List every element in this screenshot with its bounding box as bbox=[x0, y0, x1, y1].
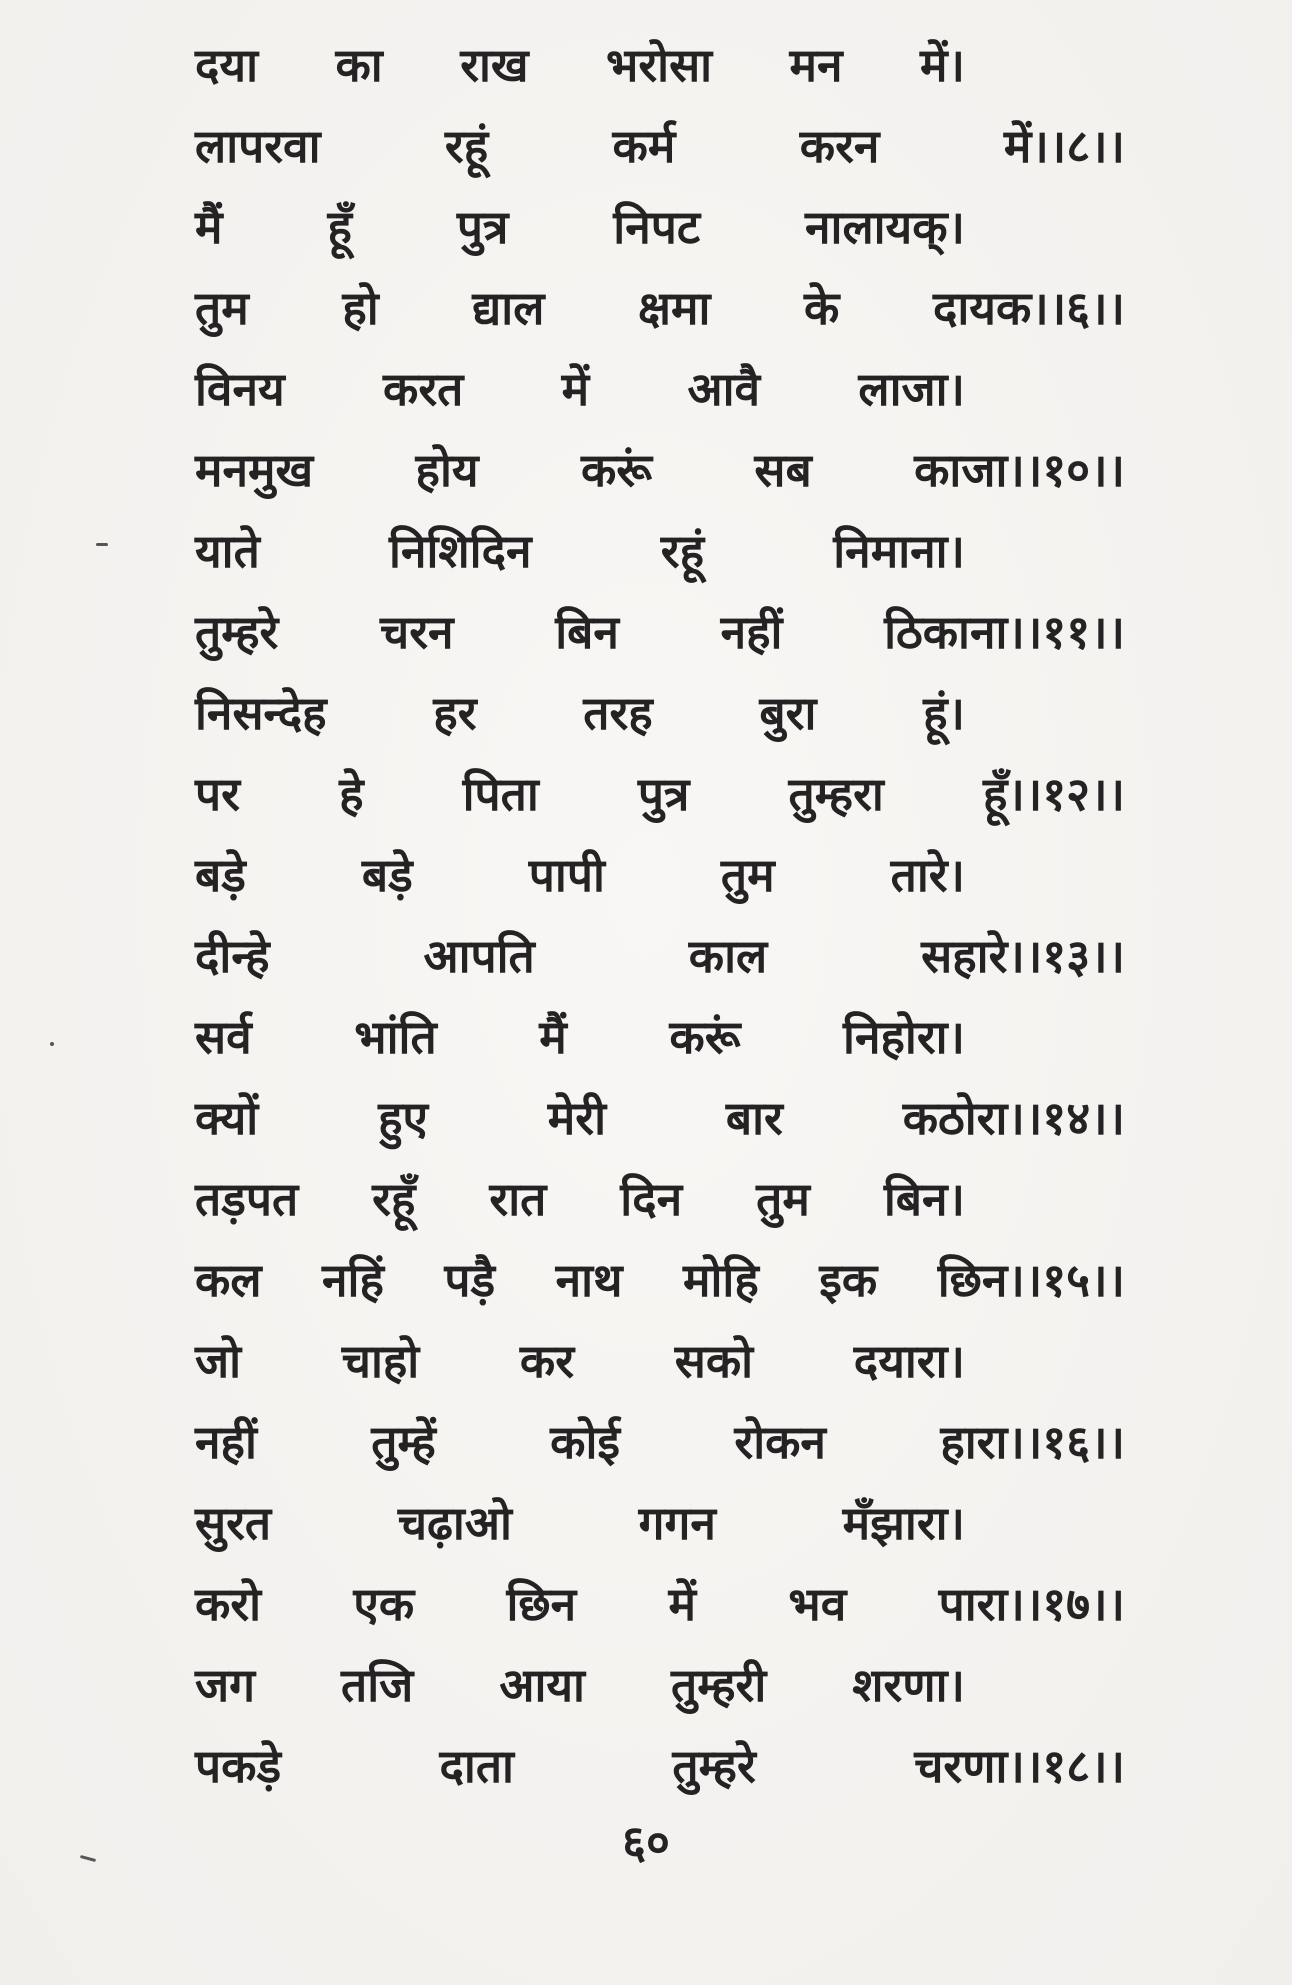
verse-word: दयारा। bbox=[853, 1334, 965, 1388]
verse-word: पिता bbox=[462, 767, 539, 821]
verse-word: रहूं bbox=[660, 524, 705, 578]
verse-word: तुम्हें bbox=[371, 1415, 436, 1469]
verse-line bbox=[195, 430, 1125, 511]
verse-word: छिन bbox=[506, 1577, 577, 1631]
verse-word: छिन।।१५।। bbox=[937, 1253, 1125, 1307]
verse-word: करन bbox=[799, 119, 880, 173]
verse-word: विनय bbox=[195, 362, 285, 416]
verse-word: नाथ bbox=[555, 1253, 623, 1307]
verse-line bbox=[195, 1321, 965, 1402]
verse-word: क्षमा bbox=[638, 281, 711, 335]
verse-word: करूं bbox=[669, 1010, 741, 1064]
verse-word: निपट bbox=[613, 200, 701, 254]
verse-word: भव bbox=[788, 1577, 847, 1631]
verse-word: काल bbox=[688, 929, 768, 983]
verse-word: हारा।।१६।। bbox=[940, 1415, 1125, 1469]
verse-word: पारा।।१७।। bbox=[938, 1577, 1125, 1631]
verse-word: में।।८।। bbox=[1003, 119, 1125, 173]
verse-word: हे bbox=[339, 767, 364, 821]
verse-word: गगन bbox=[638, 1496, 716, 1550]
verse-word: पकड़े bbox=[195, 1739, 282, 1793]
verse-word: कठोरा।।१४।। bbox=[902, 1091, 1125, 1145]
verse-word: बिन। bbox=[883, 1172, 965, 1226]
verse-line bbox=[195, 1078, 1125, 1159]
verse-word: चढ़ाओ bbox=[397, 1496, 512, 1550]
verse-word: पड़ै bbox=[444, 1253, 496, 1307]
verse-word: कोई bbox=[550, 1415, 620, 1469]
verse-line bbox=[195, 1645, 965, 1726]
verse-word: मँझारा। bbox=[842, 1496, 965, 1550]
verse-word: मन bbox=[789, 38, 843, 92]
margin-mark bbox=[96, 543, 108, 546]
verse-word: ठिकाना।।११।। bbox=[884, 605, 1125, 659]
verse-word: मनमुख bbox=[195, 443, 314, 497]
verse-word: दायक।।६।। bbox=[932, 281, 1125, 335]
verse-word: नालायक्। bbox=[805, 200, 965, 254]
verse-word: पुत्र bbox=[456, 200, 509, 254]
verse-line bbox=[195, 1726, 1125, 1807]
verse-word: निसन्देह bbox=[195, 686, 327, 740]
verse-word: दाता bbox=[439, 1739, 514, 1793]
verse-word: द्याल bbox=[472, 281, 545, 335]
margin-mark bbox=[50, 1042, 54, 1046]
verse-line bbox=[195, 673, 965, 754]
verse-word: तुम्हरे bbox=[195, 605, 279, 659]
verse-word: में bbox=[668, 1577, 697, 1631]
verse-word: क्यों bbox=[195, 1091, 259, 1145]
verse-word: तुम bbox=[756, 1172, 810, 1226]
verse-word: चाहो bbox=[341, 1334, 420, 1388]
verse-word: हूं। bbox=[923, 686, 965, 740]
verse-word: तुम्हरी bbox=[670, 1658, 767, 1712]
verse-line bbox=[195, 1564, 1125, 1645]
verse-word: पापी bbox=[528, 848, 605, 902]
verse-line bbox=[195, 511, 965, 592]
verse-word: नहिं bbox=[322, 1253, 384, 1307]
verse-word: इक bbox=[819, 1253, 878, 1307]
verse-line bbox=[195, 1483, 965, 1564]
verse-word: सहारे।।१३।। bbox=[921, 929, 1125, 983]
verse-word: जग bbox=[195, 1658, 256, 1712]
verse-word: सको bbox=[674, 1334, 754, 1388]
verse-word: दीन्हे bbox=[195, 929, 270, 983]
verse-word: निमाना। bbox=[833, 524, 965, 578]
verse-word: तजि bbox=[341, 1658, 414, 1712]
verse-line bbox=[195, 106, 1125, 187]
verse-word: आपति bbox=[423, 929, 535, 983]
verse-line bbox=[195, 1159, 965, 1240]
verse-word: बड़े bbox=[195, 848, 246, 902]
verse-word: करूं bbox=[580, 443, 653, 497]
verse-line bbox=[195, 835, 965, 916]
verse-word: हर bbox=[433, 686, 477, 740]
verse-word: कल bbox=[195, 1253, 262, 1307]
verse-word: आया bbox=[499, 1658, 585, 1712]
verse-word: निहोरा। bbox=[843, 1010, 965, 1064]
verse-word: करत bbox=[383, 362, 464, 416]
verse-line bbox=[195, 187, 965, 268]
verse-word: पुत्र bbox=[637, 767, 690, 821]
verse-word: निशिदिन bbox=[389, 524, 532, 578]
verse-word: जो bbox=[195, 1334, 242, 1388]
verse-word: भांति bbox=[354, 1010, 437, 1064]
verse-word: सब bbox=[754, 443, 812, 497]
verse-word: नहीं bbox=[195, 1415, 257, 1469]
verse-word: हो bbox=[342, 281, 379, 335]
verse-word: तरह bbox=[583, 686, 653, 740]
verse-word: बुरा bbox=[759, 686, 817, 740]
verse-word: मैं bbox=[195, 200, 223, 254]
verse-word: तुम्हरा bbox=[788, 767, 884, 821]
verse-word: शरणा। bbox=[852, 1658, 965, 1712]
verse-word: दया bbox=[195, 38, 259, 92]
verse-word: के bbox=[804, 281, 840, 335]
verse-word: तुम्हरे bbox=[672, 1739, 756, 1793]
verse-word: बार bbox=[725, 1091, 783, 1145]
verse-word: नहीं bbox=[720, 605, 783, 659]
verse-word: करो bbox=[195, 1577, 262, 1631]
verse-word: तुम bbox=[720, 848, 775, 902]
verse-word: रहूँ bbox=[372, 1172, 416, 1226]
verse-line bbox=[195, 1402, 1125, 1483]
verse-word: हूँ।।१२।। bbox=[982, 767, 1125, 821]
verse-word: राख bbox=[460, 38, 529, 92]
verse-line bbox=[195, 997, 965, 1078]
verse-word: में bbox=[561, 362, 590, 416]
verse-word: लाजा। bbox=[858, 362, 965, 416]
verse-line bbox=[195, 349, 965, 430]
verse-word: कर्म bbox=[612, 119, 676, 173]
verse-word: बड़े bbox=[361, 848, 413, 902]
verse-word: काजा।।१०।। bbox=[914, 443, 1125, 497]
verse-line bbox=[195, 268, 1125, 349]
verse-word: चरणा।।१८।। bbox=[914, 1739, 1125, 1793]
verse-word: मोहि bbox=[683, 1253, 759, 1307]
verse-word: एक bbox=[353, 1577, 415, 1631]
verse-line bbox=[195, 754, 1125, 835]
verse-word: पर bbox=[195, 767, 240, 821]
verse-word: का bbox=[335, 38, 383, 92]
verse-word: होय bbox=[415, 443, 479, 497]
verse-word: कर bbox=[519, 1334, 575, 1388]
verse-line bbox=[195, 592, 1125, 673]
verse-word: में। bbox=[920, 38, 965, 92]
verse-word: हूँ bbox=[327, 200, 352, 254]
verse-word: सुरत bbox=[195, 1496, 272, 1550]
verse-word: आवै bbox=[687, 362, 761, 416]
verse-word: दिन bbox=[620, 1172, 683, 1226]
verse-word: तुम bbox=[195, 281, 249, 335]
verse-word: रोकन bbox=[734, 1415, 826, 1469]
page-number: ६० bbox=[622, 1815, 670, 1869]
verse-block bbox=[195, 25, 1125, 1807]
verse-word: मेरी bbox=[547, 1091, 607, 1145]
verse-word: रात bbox=[489, 1172, 547, 1226]
verse-word: सर्व bbox=[195, 1010, 252, 1064]
verse-word: मैं bbox=[539, 1010, 567, 1064]
verse-word: भरोसा bbox=[606, 38, 713, 92]
verse-word: तारे। bbox=[890, 848, 965, 902]
verse-word: तड़पत bbox=[195, 1172, 299, 1226]
verse-line bbox=[195, 916, 1125, 997]
verse-word: याते bbox=[195, 524, 260, 578]
verse-line bbox=[195, 1240, 1125, 1321]
verse-line bbox=[195, 25, 965, 106]
verse-word: लापरवा bbox=[195, 119, 321, 173]
verse-word: चरन bbox=[380, 605, 454, 659]
verse-word: रहूं bbox=[444, 119, 489, 173]
verse-word: हुए bbox=[378, 1091, 428, 1145]
verse-word: बिन bbox=[555, 605, 619, 659]
